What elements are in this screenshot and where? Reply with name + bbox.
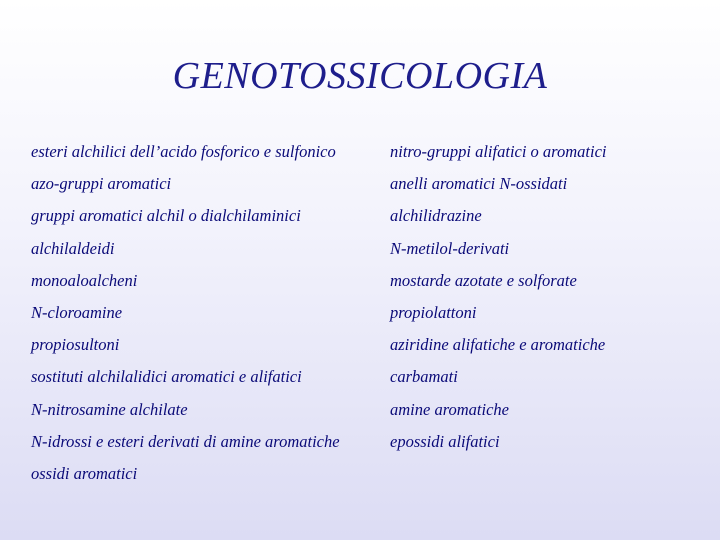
list-item-right: nitro-gruppi alifatici o aromatici <box>390 142 607 161</box>
list-row <box>31 206 711 238</box>
list-item-left: ossidi aromatici <box>31 463 138 483</box>
list-item-left: alchilaldeidi <box>31 238 115 258</box>
list-item-left: sostituti alchilalidici aromatici e alifatici <box>31 367 302 387</box>
list-item-right: amine aromatiche <box>390 399 509 419</box>
list-item-left: azo-gruppi aromatici <box>31 174 172 194</box>
list-row <box>31 303 711 335</box>
list-item-right: carbamati <box>390 367 458 387</box>
list-item-right: mostarde azotate e solforate <box>390 270 577 290</box>
list-item-left: N-cloroamine <box>31 302 123 322</box>
list-item-right: propiolattoni <box>390 302 477 322</box>
list-item-right: alchilidrazine <box>390 206 482 226</box>
slide-title: GENOTOSSICOLOGIA <box>172 55 548 97</box>
list-row <box>31 400 711 432</box>
list-item-left: N-nitrosamine alchilate <box>31 399 188 419</box>
list-item-right: aziridine alifatiche e aromatiche <box>390 335 606 355</box>
list-item-right: N-metilol-derivati <box>390 238 510 258</box>
list-row <box>31 142 711 174</box>
list-row <box>31 335 711 367</box>
list-item-left: propiosultoni <box>31 335 120 355</box>
list-row <box>31 174 711 206</box>
list-item-left: N-idrossi e esteri derivati di amine aromatiche <box>31 431 340 451</box>
genotoxic-groups-list <box>31 142 711 496</box>
list-row <box>31 464 711 496</box>
list-item-left: monoaloalcheni <box>31 270 138 290</box>
list-item-right: anelli aromatici N-ossidati <box>390 174 568 194</box>
list-item-left: gruppi aromatici alchil o dialchilaminici <box>31 206 301 226</box>
list-item-left: esteri alchilici dell’acido fosforico e sulfonico <box>31 142 336 161</box>
list-row <box>31 239 711 271</box>
list-row <box>31 367 711 399</box>
list-row <box>31 432 711 464</box>
list-item-right: epossidi alifatici <box>390 431 500 451</box>
list-row <box>31 271 711 303</box>
